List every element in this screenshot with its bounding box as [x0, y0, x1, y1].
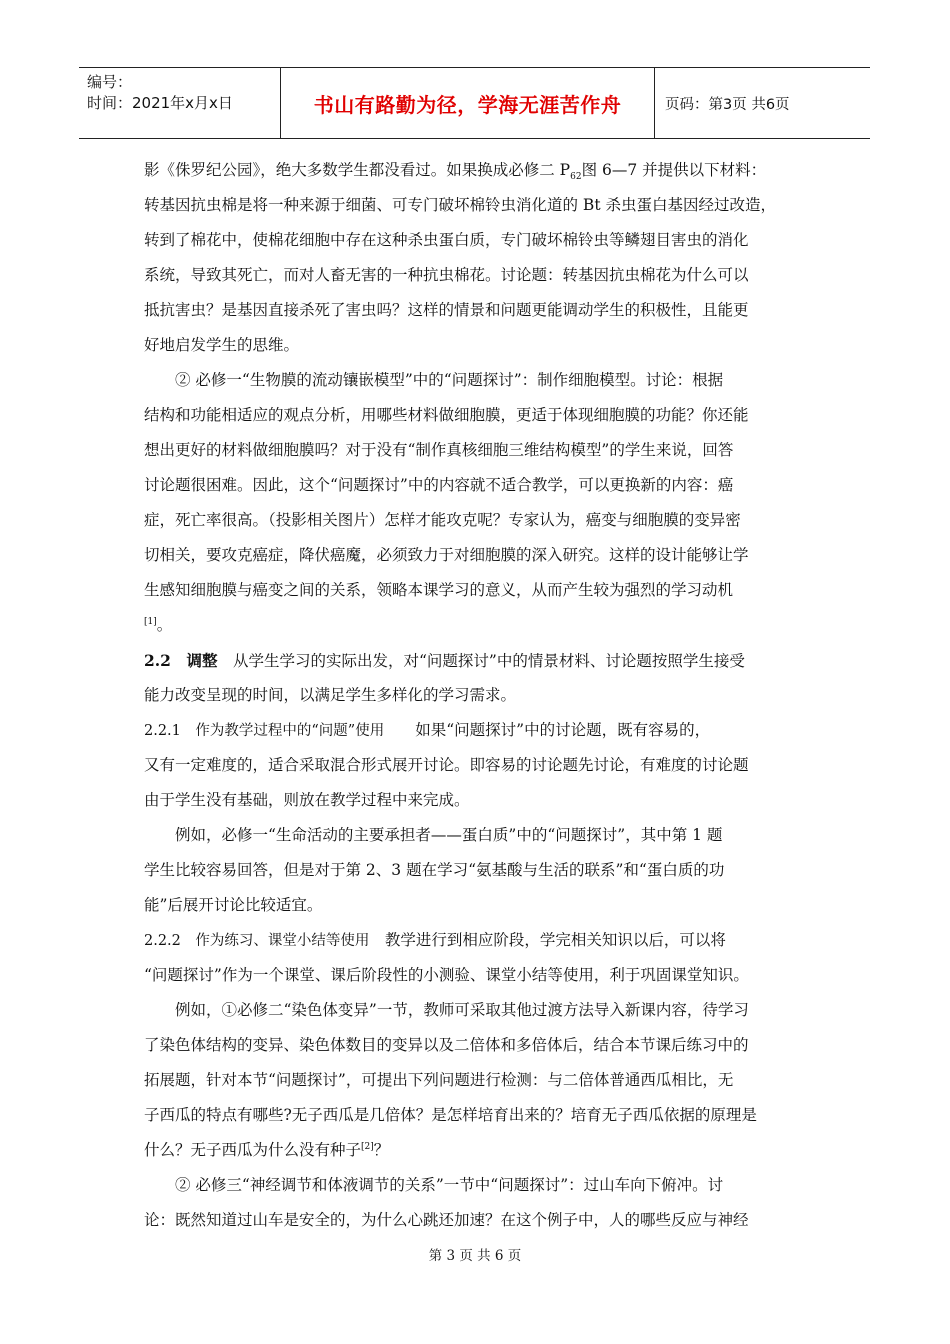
text-line: 转基因抗虫棉是将一种来源于细菌、可专门破坏棉铃虫消化道的 Bt 杀虫蛋白基因经过改造，	[144, 196, 776, 214]
text-line: 讨论题很困难。因此，这个“问题探讨”中的内容就不适合教学，可以更换新的内容：癌	[144, 476, 734, 494]
text-line: 又有一定难度的，适合采取混合形式展开讨论。即容易的讨论题先讨论，有难度的讨论题	[144, 756, 749, 774]
subscript: 62	[570, 172, 582, 183]
time-label: 时间：2021年x月x日	[87, 94, 233, 112]
page-info: 页码：第3页 共6页	[665, 96, 790, 113]
subsection-line: 2.2.1 作为教学过程中的“问题”使用 如果“问题探讨”中的讨论题，既有容易的，	[144, 721, 711, 739]
text-line: 想出更好的材料做细胞膜吗？对于没有“制作真核细胞三维结构模型”的学生来说，回答	[144, 441, 734, 459]
text-line: 生感知细胞膜与癌变之间的关系，领略本课学习的意义，从而产生较为强烈的学习动机	[144, 581, 734, 599]
text-line: 拓展题，针对本节“问题探讨”，可提出下列问题进行检测：与二倍体普通西瓜相比，无	[144, 1071, 734, 1089]
text-line: 能力改变呈现的时间，以满足学生多样化的学习需求。	[144, 686, 517, 704]
text-line: 结构和功能相适应的观点分析，用哪些材料做细胞膜，更适于体现细胞膜的功能？你还能	[144, 406, 749, 424]
subsection-heading: 2.2.1 作为教学过程中的“问题”使用	[144, 723, 385, 739]
text-line: 能”后展开讨论比较适宜。	[144, 896, 323, 914]
header-meta-cell	[79, 68, 281, 138]
text-line: 系统，导致其死亡，而对人畜无害的一种抗虫棉花。讨论题：转基因抗虫棉花为什么可以	[144, 266, 749, 284]
citation: [2]	[361, 1141, 374, 1152]
text-line: 影《侏罗纪公园》，绝大多数学生都没看过。如果换成必修二 $P_{62}$图 6—7 并提供以下材料：	[144, 161, 767, 183]
text-line: 论：既然知道过山车是安全的，为什么心跳还加速？在这个例子中，人的哪些反应与神经	[144, 1211, 749, 1229]
number-label: 编号：	[87, 73, 133, 91]
text-line: ② 必修一“生物膜的流动镶嵌模型”中的“问题探讨”：制作细胞模型。讨论：根据	[175, 371, 724, 389]
text-line: 症，死亡率很高。（投影相关图片）怎样才能攻克呢？专家认为，癌变与细胞膜的变异密	[144, 511, 741, 529]
text-line: 了染色体结构的变异、染色体数目的变异以及二倍体和多倍体后，结合本节课后练习中的	[144, 1036, 749, 1054]
text-line: 子西瓜的特点有哪些?无子西瓜是几倍体？是怎样培育出来的？培育无子西瓜依据的原理是	[144, 1106, 757, 1124]
text-line: 好地启发学生的思维。	[144, 336, 300, 354]
text-line: 学生比较容易回答，但是对于第 2、3 题在学习“氨基酸与生活的联系”和“蛋白质的功	[144, 861, 725, 879]
text-line: 例如，必修一“生命活动的主要承担者——蛋白质”中的“问题探讨”，其中第 1 题	[175, 826, 723, 844]
motto: 书山有路勤为径，学海无涯苦作舟	[281, 68, 655, 138]
text-line: 抵抗害虫？是基因直接杀死了害虫吗？这样的情景和问题更能调动学生的积极性，且能更	[144, 301, 749, 319]
text-line: 例如，①必修二“染色体变异”一节，教师可采取其他过渡方法导入新课内容，待学习	[175, 1001, 749, 1019]
text-line: ② 必修三“神经调节和体液调节的关系”一节中“问题探讨”：过山车向下俯冲。讨	[175, 1176, 724, 1194]
section-line: 2.2 调整 从学生学习的实际出发，对“问题探讨”中的情景材料、讨论题按照学生接受	[144, 651, 745, 670]
text-line: [1]。	[144, 616, 173, 634]
text-line: 转到了棉花中，使棉花细胞中存在这种杀虫蛋白质，专门破坏棉铃虫等鳞翅目害虫的消化	[144, 231, 749, 249]
section-heading: 2.2 调整	[144, 651, 218, 670]
body-text	[144, 153, 816, 1238]
text-line: 由于学生没有基础，则放在教学过程中来完成。	[144, 791, 470, 809]
text-line: 什么？无子西瓜为什么没有种子[2]？	[144, 1141, 390, 1159]
subsection-line: 2.2.2 作为练习、课堂小结等使用 教学进行到相应阶段，学完相关知识以后，可以将	[144, 931, 726, 949]
citation: [1]	[144, 616, 157, 627]
subsection-heading: 2.2.2 作为练习、课堂小结等使用	[144, 933, 370, 949]
text-line: “问题探讨”作为一个课堂、课后阶段性的小测验、课堂小结等使用，利于巩固课堂知识。	[144, 966, 749, 984]
text-line: 切相关，要攻克癌症，降伏癌魔，必须致力于对细胞膜的深入研究。这样的设计能够让学	[144, 546, 749, 564]
header-table	[79, 67, 870, 139]
page-footer: 第 3 页 共 6 页	[428, 1248, 522, 1264]
